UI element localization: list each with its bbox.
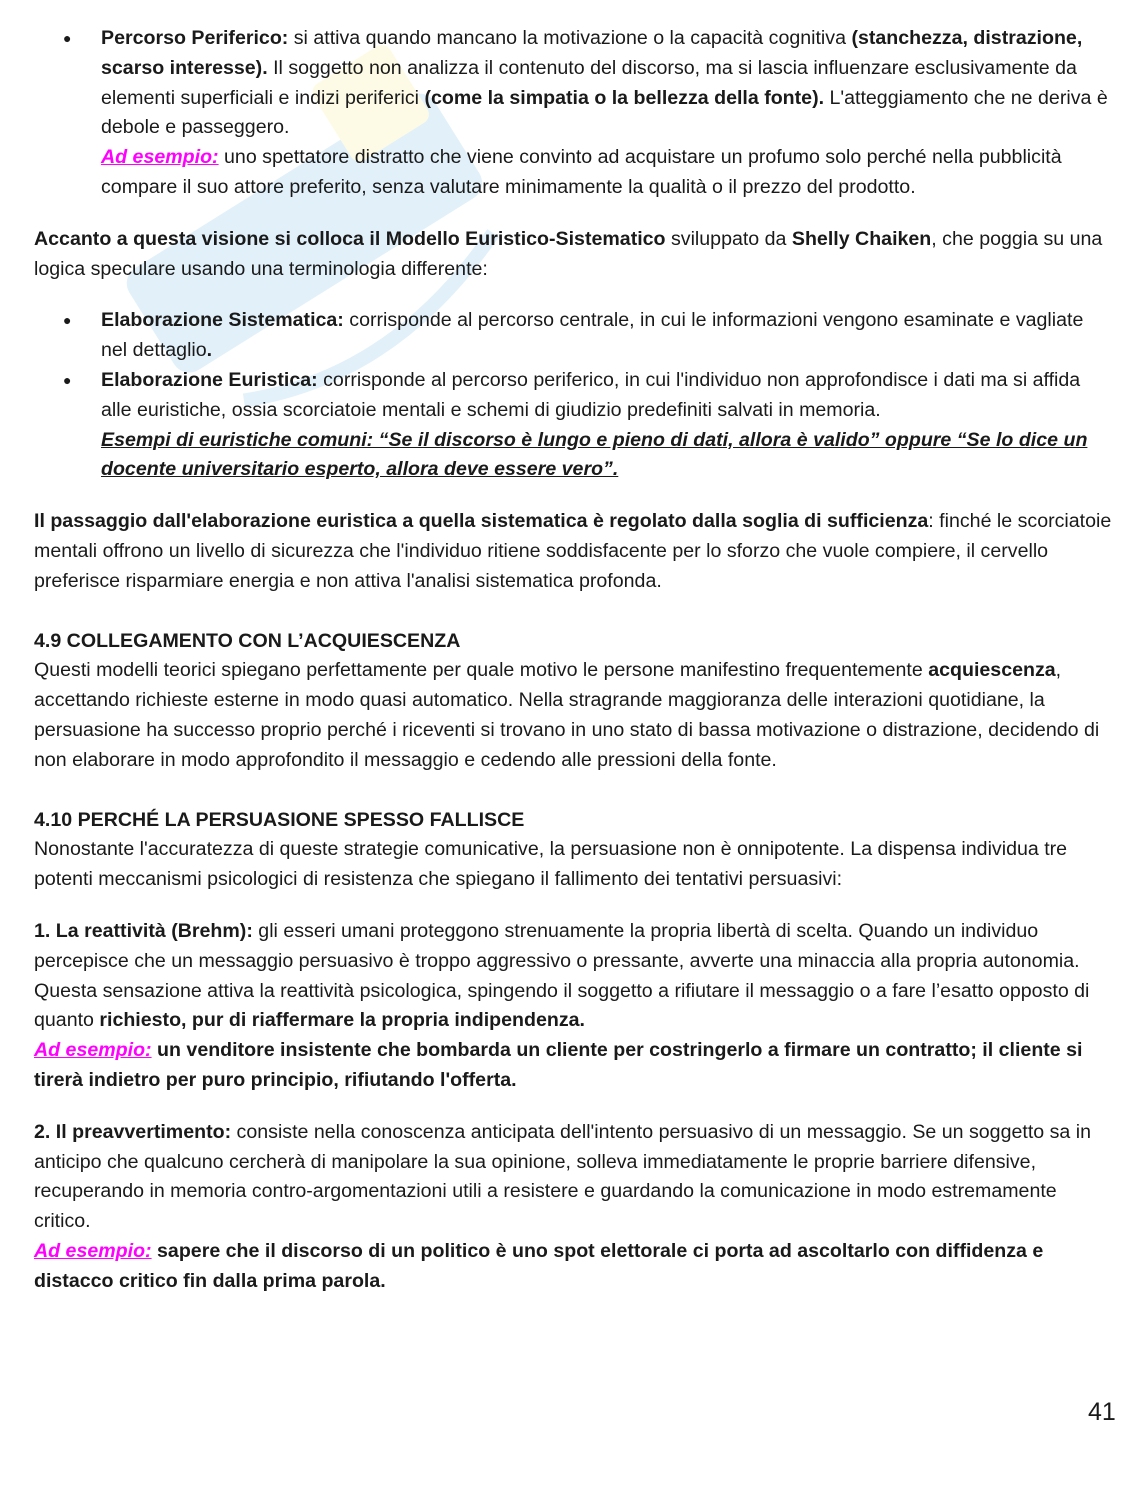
paragraph-acquiescenza: Questi modelli teorici spiegano perfettamente per quale motivo le persone manifestino frequentemente acquiescenza, accettando richieste esterne in modo quasi automatico. Nella stragrande maggioranza delle interazioni quotidiane, la persuasione ha successo proprio perché i riceventi si trovano in uno stato di bassa motivazione o distrazione, decidendo di non elaborare in modo approfondito il messaggio e cedendo alle pressioni della fonte. [34, 659, 1100, 771]
paragraph-chaiken: Accanto a questa visione si colloca il Modello Euristico-Sistematico sviluppato da Shelly Chaiken, che poggia su una logica speculare usando una terminologia differente: [34, 227, 1103, 280]
example-label: Ad esempio: [34, 1039, 152, 1062]
section-heading-4-10: 4.10 PERCHÉ LA PERSUASIONE SPESSO FALLISCE [34, 808, 525, 831]
bullet-list-top [34, 24, 1114, 203]
document-page [34, 24, 1114, 1296]
page-number: 41 [1088, 1398, 1116, 1426]
paragraph-preavvertimento: 2. Il preavvertimento: consiste nella conoscenza anticipata dell'intento persuasivo di un messaggio. Se un soggetto sa in anticipo che qualcuno cercherà di manipolare la sua opinione, solleva immediatamente le proprie barriere difensive, recuperando in memoria contro-argomentazioni utili a resistere e guardando la comunicazione in modo estremamente critico. Ad esempio: sapere che il discorso di un politico è uno spot elettorale ci porta ad ascoltarlo con diffidenza e distacco critico fin dalla prima parola. [34, 1120, 1091, 1292]
bullet-list-mid [34, 306, 1114, 485]
list-item: ● Elaborazione Sistematica: corrisponde al percorso centrale, in cui le informazioni vengono esaminate e vagliate nel dettaglio. [101, 306, 1114, 366]
example-label: Ad esempio: [101, 146, 219, 169]
list-item: ● Elaborazione Euristica: corrisponde al percorso periferico, in cui l'individuo non approfondisce i dati ma si affida alle euristiche, ossia scorciatoie mentali e schemi di giudizio predefiniti salvati in memoria. Esempi di euristiche comuni: “Se il discorso è lungo e pieno di dati, allora è valido” oppure “Se lo dice un docente universitario esperto, allora deve essere vero”. [101, 366, 1114, 485]
paragraph-reattivita: 1. La reattività (Brehm): gli esseri umani proteggono strenuamente la propria libertà di scelta. Quando un individuo percepisce che un messaggio persuasivo è troppo aggressivo o pressante, avverte una minaccia alla propria autonomia. Questa sensazione attiva la reattività psicologica, spingendo il soggetto a rifiutare il messaggio o a fare l’esatto opposto di quanto richiesto, pur di riaffermare la propria indipendenza. Ad esempio: un venditore insistente che bombarda un cliente per costringerlo a firmare un contratto; il cliente si tirerà indietro per puro principio, rifiutando l'offerta. [34, 919, 1090, 1091]
heuristics-examples: Esempi di euristiche comuni: “Se il discorso è lungo e pieno di dati, allora è valido” oppure “Se lo dice un docente universitario esperto, allora deve essere vero”. [101, 428, 1088, 481]
section-heading-4-9: 4.9 COLLEGAMENTO CON L’ACQUIESCENZA [34, 629, 461, 652]
paragraph-intro-4-10: Nonostante l'accuratezza di queste strategie comunicative, la persuasione non è onnipotente. La dispensa individua tre potenti meccanismi psicologici di resistenza che spiegano il fallimento dei tentativi persuasivi: [34, 838, 1068, 891]
list-item: ● Percorso Periferico: si attiva quando mancano la motivazione o la capacità cognitiva (stanchezza, distrazione, scarso interesse). Il soggetto non analizza il contenuto del discorso, ma si lascia influenzare esclusivamente da elementi superficiali e indizi periferici (come la simpatia o la bellezza della fonte). L'atteggiamento che ne deriva è debole e passeggero. Ad esempio: uno spettatore distratto che viene convinto ad acquistare un profumo solo perché nella pubblicità compare il suo attore preferito, senza valutare minimamente la qualità o il prezzo del prodotto. [101, 24, 1114, 203]
paragraph-soglia: Il passaggio dall'elaborazione euristica a quella sistematica è regolato dalla soglia di sufficienza: finché le scorciatoie mentali offrono un livello di sicurezza che l'individuo ritiene soddisfacente per lo sforzo che vuole compiere, il cervello preferisce risparmiare energia e non attiva l'analisi sistematica profonda. [34, 510, 1112, 592]
example-label: Ad esempio: [34, 1239, 152, 1262]
